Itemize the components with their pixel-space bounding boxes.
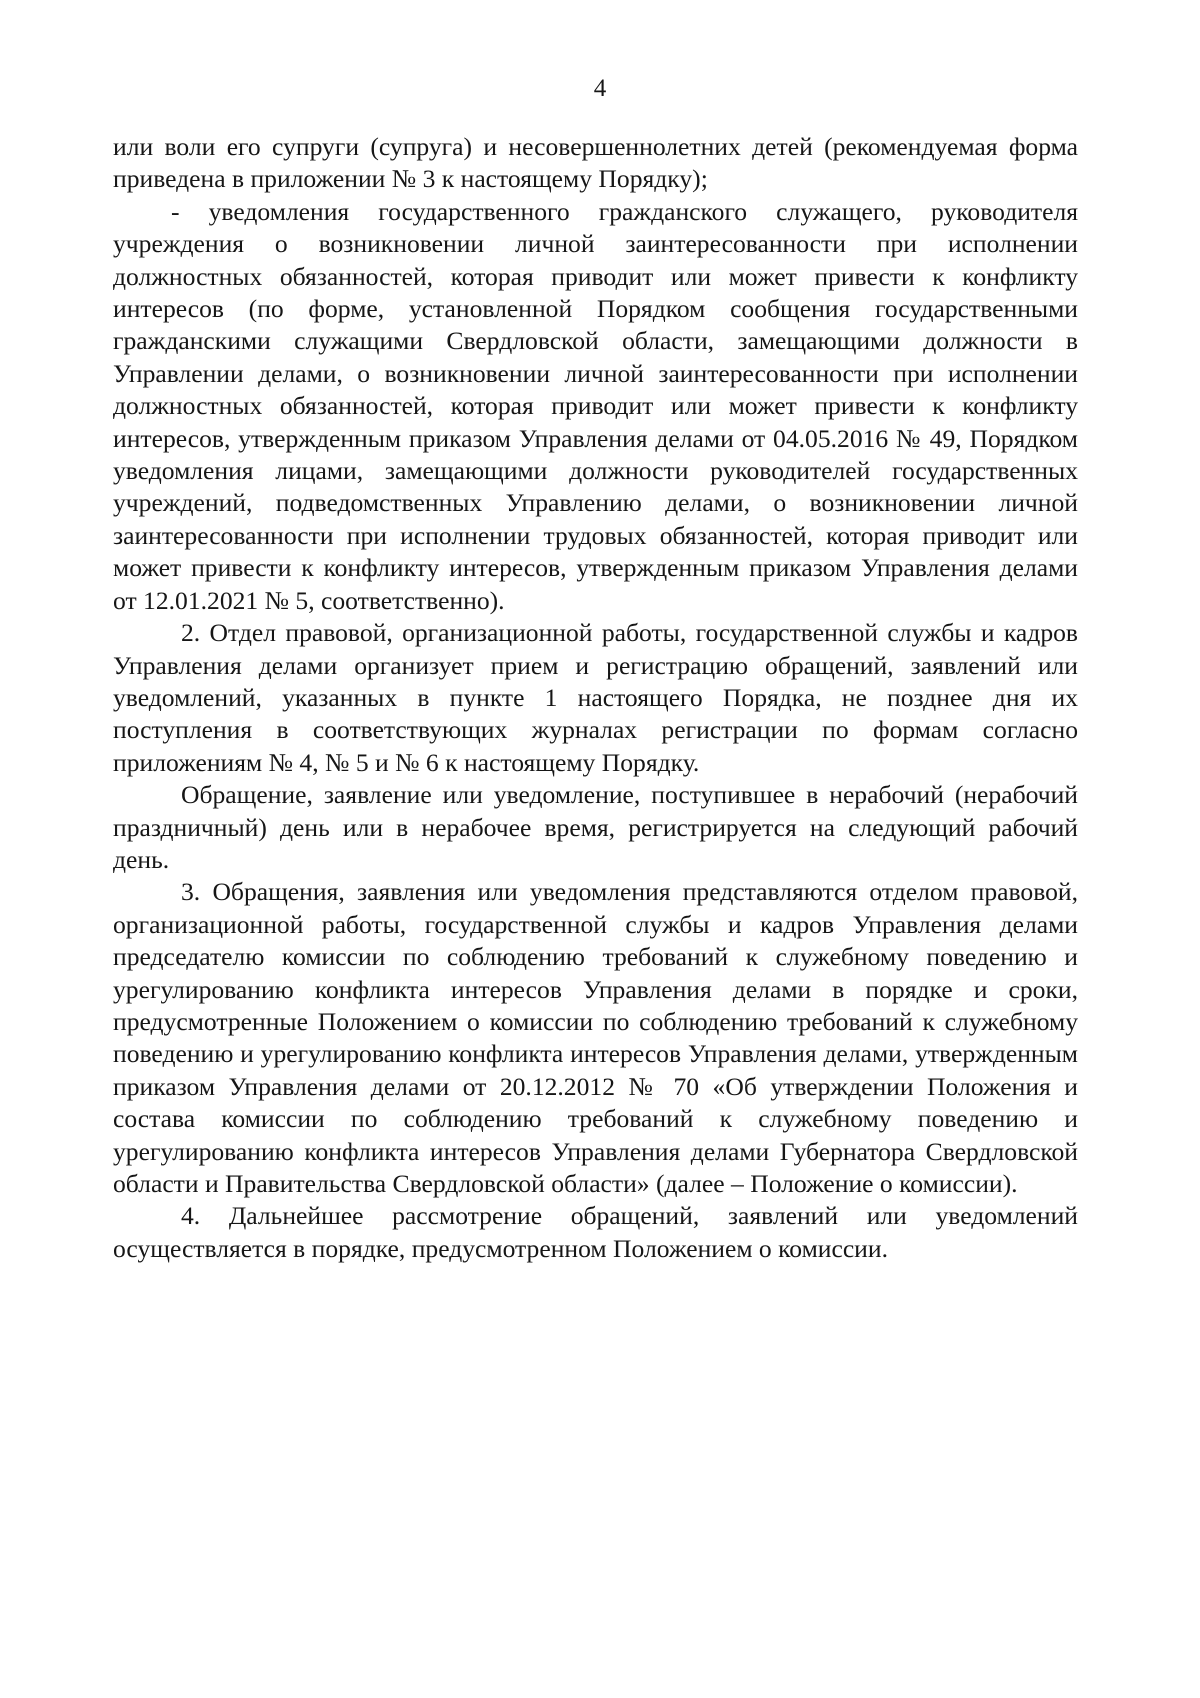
paragraph-nonworking-day: Обращение, заявление или уведомление, поступившее в нерабочий (нерабочий праздничный) день или в нерабочее время, регистрируется на следующий рабочий день. (113, 780, 1078, 874)
paragraph-clause-4: 4. Дальнейшее рассмотрение обращений, заявлений или уведомлений осуществляется в порядке, предусмотренном Положением о комиссии. (113, 1201, 1078, 1263)
paragraph-clause-2: 2. Отдел правовой, организационной работы, государственной службы и кадров Управления делами организует прием и регистрацию обращений, заявлений или уведомлений, указанных в пункте 1 настоящего Порядка, не позднее дня их поступления в соответствующих журналах регистрации по формам согласно приложениям № 4, № 5 и № 6 к настоящему Порядку. (113, 618, 1078, 777)
paragraph-clause-3: 3. Обращения, заявления или уведомления представляются отделом правовой, организационной работы, государственной службы и кадров Управления делами председателю комиссии по соблюдению требований к служебному поведению и урегулированию конфликта интересов Управления делами в порядке и сроки, предусмотренные Положением о комиссии по соблюдению требований к служебному поведению и урегулированию конфликта интересов Управления делами, утвержденным приказом Управления делами от 20.12.2012 № 70 «Об утверждении Положения и состава комиссии по соблюдению требований к служебному поведению и урегулированию конфликта интересов Управления делами Губернатора Свердловской области и Правительства Свердловской области» (далее – Положение о комиссии). (113, 877, 1078, 1198)
paragraph-notification-item: - уведомления государственного гражданского служащего, руководителя учреждения о возникновении личной заинтересованности при исполнении должностных обязанностей, которая приводит или может привести к конфликту интересов (по форме, установленной Порядком сообщения государственными гражданскими служащими Свердловской области, замещающими должности в Управлении делами, о возникновении личной заинтересованности при исполнении должностных обязанностей, которая приводит или может привести к конфликту интересов, утвержденным приказом Управления делами от 04.05.2016 № 49, Порядком уведомления лицами, замещающими должности руководителей государственных учреждений, подведомственных Управлению делами, о возникновении личной заинтересованности при исполнении трудовых обязанностей, которая приводит или может привести к конфликту интересов, утвержденным приказом Управления делами от 12.01.2021 № 5, соответственно). (113, 196, 1078, 615)
document-body (113, 131, 1078, 1265)
page-number: 4 (593, 75, 607, 102)
paragraph-continuation: или воли его супруги (супруга) и несовершеннолетних детей (рекомендуемая форма приведена в приложении № 3 к настоящему Порядку); (113, 132, 1078, 194)
